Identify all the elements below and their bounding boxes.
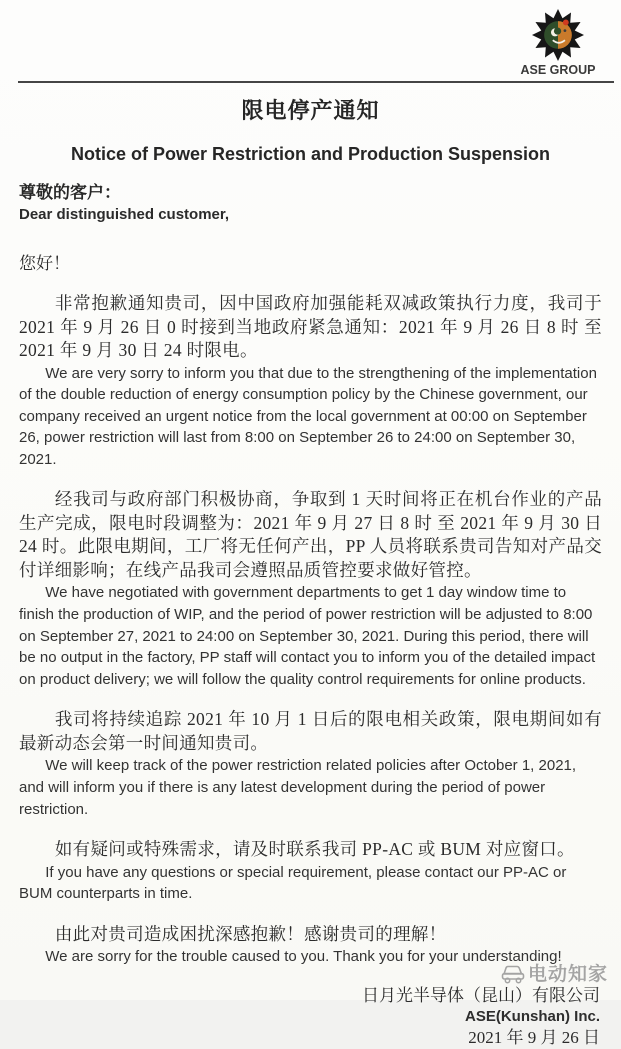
page-title-en: Notice of Power Restriction and Production Suspension [70, 144, 551, 164]
company-name-en: ASE(Kunshan) Inc. [464, 1008, 600, 1025]
paragraph-zh: 我司将持续追踪 2021 年 10 月 1 日后的限电相关政策，限电期间如有最新动态会第一时间通知贵司。 [19, 709, 602, 753]
paragraph-en: We are sorry for the trouble caused to you. Thank you for your understanding! [45, 948, 562, 966]
company-name-zh: 日月光半导体（昆山）有限公司 [362, 986, 600, 1005]
signature-date: 2021 年 9 月 26 日 [468, 1028, 600, 1047]
page-title-zh: 限电停产通知 [241, 98, 380, 123]
paragraph-group-3 [19, 708, 602, 820]
salutation-zh: 尊敬的客户： [19, 183, 121, 202]
paragraph-group-1 [19, 292, 602, 470]
paragraph-zh: 非常抱歉通知贵司，因中国政府加强能耗双减政策执行力度，我司于 2021 年 9 月 26 日 0 时接到当地政府紧急通知：2021 年 9 月 26 日 8 时 至 2021 年 9 月 30 日 24 时限电。 [19, 293, 602, 360]
document-header [19, 0, 602, 83]
signature-block [19, 984, 602, 1049]
paragraph-en: We are very sorry to inform you that due to the strengthening of the implementation of the double reduction of energy consumption policy by the Chinese government, our company received an urgent notice from the local government at 00:00 on September 26, power restriction will last from 8:00 on September 26 to 24:00 on September 30, 2021. [19, 364, 597, 468]
ase-logo [519, 9, 597, 77]
paragraph-zh: 由此对贵司造成困扰深感抱歉！感谢贵司的理解！ [54, 923, 447, 944]
paragraph-group-5 [19, 923, 602, 968]
ase-starburst-icon [532, 9, 584, 61]
watermark-text: 电动知家 [527, 964, 608, 985]
paragraph-zh: 如有疑问或特殊需求，请及时联系我司 PP-AC 或 BUM 对应窗口。 [54, 839, 575, 860]
paragraph-group-2 [19, 488, 602, 690]
paragraph-en: We have negotiated with government departments to get 1 day window time to finish the production of WIP, and the period of power restriction will be adjusted to 8:00 on September 27, 2021 to 24:00 on September 30, 2021. During this period, there will be no output in the factory, PP staff will contact you to inform you of the detailed impact on product delivery; we will follow the quality control requirements for online products. [19, 584, 596, 688]
paragraph-en: If you have any questions or special requirement, please contact our PP-AC or BUM counterparts in time. [19, 863, 567, 903]
greeting-zh: 您好！ [19, 254, 70, 273]
header-divider [18, 81, 614, 83]
salutation-en: Dear distinguished customer, [19, 206, 230, 223]
paragraph-zh: 经我司与政府部门积极协商，争取到 1 天时间将正在机台作业的产品生产完成，限电时段调整为：2021 年 9 月 27 日 8 时 至 2021 年 9 月 30 日 24 时。此限电期间，工厂将无任何产出，PP 人员将联系贵司告知对产品交付详细影响；在线产品我司会遵照品质管控要求做好管控。 [19, 489, 602, 580]
ase-logo-text: ASE GROUP [520, 63, 596, 77]
paragraph-en: We will keep track of the power restriction related policies after October 1, 2021, and will inform you if there is any latest development during the period of power restriction. [19, 757, 577, 818]
paragraph-group-4 [19, 838, 602, 905]
